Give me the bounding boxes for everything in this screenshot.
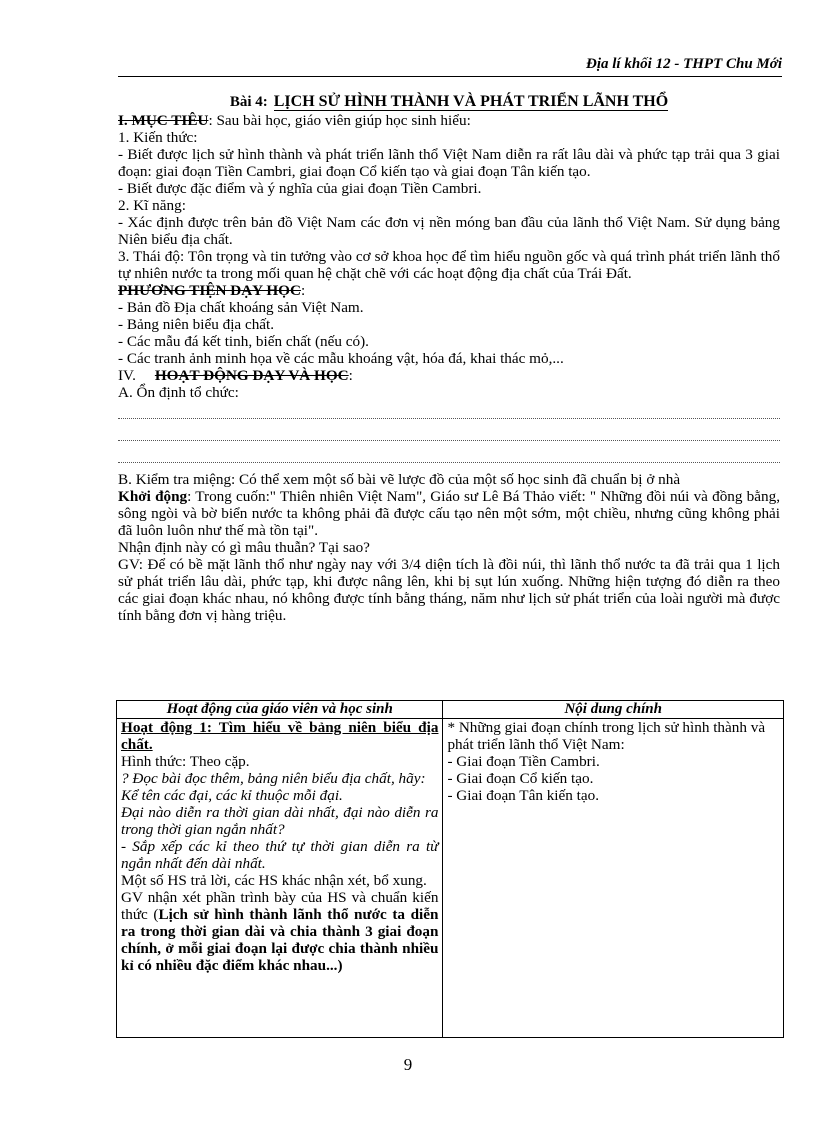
objectives-intro: : Sau bài học, giáo viên giúp học sinh hiểu: xyxy=(208,112,471,129)
content-item: - Giai đoạn Tân kiến tạo. xyxy=(447,787,600,804)
activity-question: Kể tên các đại, các kỉ thuộc mỗi đại. xyxy=(121,787,343,804)
objectives-heading: I. MỤC TIÊU xyxy=(118,112,209,129)
running-header: Địa lí khối 12 - THPT Chu Mới xyxy=(586,56,782,72)
skills-heading: 2. Kĩ năng: xyxy=(118,197,186,214)
activity-question: - Sắp xếp các kỉ theo thứ tự thời gian diễn ra từ ngắn nhất đến dài nhất. xyxy=(121,838,439,872)
skills-item: - Xác định được trên bản đồ Việt Nam các đơn vị nền móng ban đầu của lãnh thổ Việt Nam. Sử dụng bảng Niên biểu địa chất. xyxy=(118,214,780,248)
table-row xyxy=(117,719,784,1038)
table-header-row xyxy=(117,701,784,719)
knowledge-item: - Biết được lịch sử hình thành và phát triển lãnh thổ Việt Nam diễn ra rất lâu dài và phức tạp trải qua 3 giai đoạn: giai đoạn Tiền Cambri, giai đoạn Cổ kiến tạo và giai đoạn Tân kiến tạo. xyxy=(118,146,780,180)
dotted-line xyxy=(118,423,780,441)
teacher-summary-key: Lịch sử hình thành lãnh thổ nước ta diễn ra trong thời gian dài và chia thành 3 giai đoạn chính, ở mỗi giai đoạn lại được chia thành nhiều kỉ có nhiều đặc điểm khác nhau...) xyxy=(121,906,439,974)
equipment-colon: : xyxy=(300,282,306,299)
oral-check: B. Kiểm tra miệng: Có thể xem một số bài vẽ lược đồ của một số học sinh đã chuẩn bị ở nhà xyxy=(118,471,681,488)
organization-heading: A. Ổn định tổ chức: xyxy=(118,384,239,401)
equipment-line xyxy=(118,282,780,299)
lesson-number: Bài 4: xyxy=(229,94,268,110)
activity-question: ? Đọc bài đọc thêm, bảng niên biểu địa chất, hãy: xyxy=(121,770,426,787)
dotted-line xyxy=(118,445,780,463)
equipment-item: - Bản đồ Địa chất khoáng sản Việt Nam. xyxy=(118,299,364,316)
content-item: - Giai đoạn Tiền Cambri. xyxy=(447,753,600,770)
teacher-student-activity xyxy=(117,719,443,1038)
equipment-item: - Các mẫu đá kết tinh, biến chất (nếu có). xyxy=(118,333,369,350)
dotted-line xyxy=(118,401,780,419)
activities-numeral: IV. xyxy=(118,367,136,384)
activity-table xyxy=(116,700,784,1038)
content-item: - Giai đoạn Cổ kiến tạo. xyxy=(447,770,594,787)
equipment-heading: PHƯƠNG TIỆN DẠY HỌC xyxy=(118,282,301,299)
warmup-question: Nhận định này có gì mâu thuẫn? Tại sao? xyxy=(118,539,370,556)
activities-heading: HOẠT ĐỘNG DẠY VÀ HỌC xyxy=(154,367,349,384)
activity-form: Hình thức: Theo cặp. xyxy=(121,753,250,770)
student-answer: Một số HS trả lời, các HS khác nhận xét, bổ xung. xyxy=(121,872,427,889)
activity-question: Đại nào diễn ra thời gian dài nhất, đại nào diễn ra trong thời gian ngắn nhất? xyxy=(121,804,439,838)
lesson-body xyxy=(118,93,780,624)
teacher-summary-intro: GV nhận xét phần trình bày của HS và chuẩn kiến thức ( xyxy=(121,889,439,923)
activities-line xyxy=(118,367,780,384)
page-number: 9 xyxy=(403,1055,413,1074)
activity-title: Hoạt động 1: Tìm hiểu về bảng niên biểu địa chất. xyxy=(121,719,439,753)
warmup-text: : Trong cuốn:" Thiên nhiên Việt Nam", Giáo sư Lê Bá Thảo viết: " Những đồi núi và đồng bằng, sông ngòi và bờ biển nước ta không phải đã được cấu tạo nên một sớm, một chiều, nhưng cũng không phải đã luôn luôn như thế mà tồn tại". xyxy=(118,488,780,539)
equipment-item: - Bảng niên biểu địa chất. xyxy=(118,316,275,333)
warmup-label: Khởi động xyxy=(118,488,188,505)
table-header-right: Nội dung chính xyxy=(443,701,784,719)
knowledge-heading: 1. Kiến thức: xyxy=(118,129,198,146)
teacher-intro: GV: Để có bề mặt lãnh thổ như ngày nay với 3/4 diện tích là đồi núi, thì lãnh thổ nước ta đã trải qua 1 lịch sử phát triển lâu dài, phức tạp, khi được nâng lên, khi bị sụt lún xuống. Những hiện tượng đó diễn ra theo các giai đoạn khác nhau, nó không được tính bằng tháng, năm như lịch sử phát triển của loài người mà được tính bằng đơn vị hàng triệu. xyxy=(118,556,780,624)
teacher-summary xyxy=(121,889,438,974)
activities-colon: : xyxy=(348,367,353,384)
knowledge-item: - Biết được đặc điểm và ý nghĩa của giai đoạn Tiền Cambri. xyxy=(118,180,482,197)
lesson-title-text: LỊCH SỬ HÌNH THÀNH VÀ PHÁT TRIỂN LÃNH THỔ xyxy=(273,93,669,110)
attitude-paragraph: 3. Thái độ: Tôn trọng và tin tưởng vào cơ sở khoa học để tìm hiểu nguồn gốc và quá trình phát triển lãnh thổ tự nhiên nước ta trong mối quan hệ chặt chẽ với các hoạt động địa chất của Trái Đất. xyxy=(118,248,780,282)
content-intro: * Những giai đoạn chính trong lịch sử hình thành và phát triển lãnh thổ Việt Nam: xyxy=(447,719,766,753)
warmup-paragraph xyxy=(118,488,780,539)
lesson-title xyxy=(118,93,780,111)
main-content xyxy=(443,719,784,1038)
table-header-left: Hoạt động của giáo viên và học sinh xyxy=(117,701,443,719)
header-rule xyxy=(118,76,782,77)
equipment-item: - Các tranh ảnh minh họa về các mẫu khoáng vật, hóa đá, khai thác mỏ,... xyxy=(118,350,564,367)
objectives-line xyxy=(118,112,780,129)
